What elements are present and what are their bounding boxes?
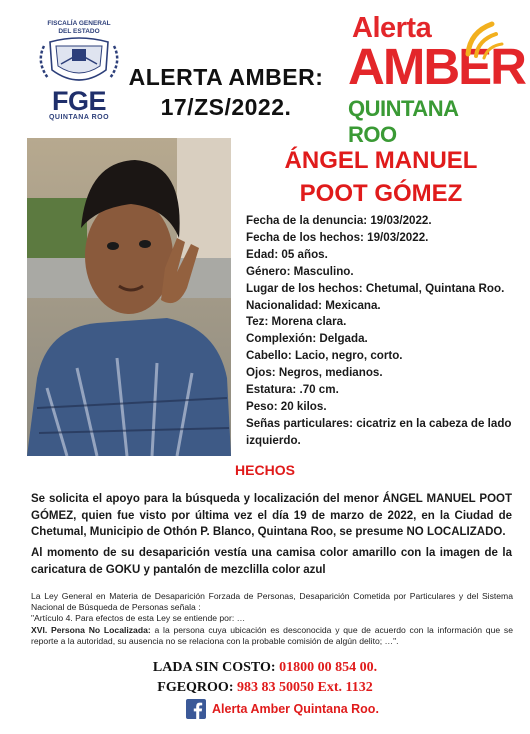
agency-name-line1: FISCALÍA GENERAL [47,20,111,27]
missing-person-name [250,144,512,210]
agency-acronym: FGE [51,86,106,116]
facebook-page-name: Alerta Amber Quintana Roo. [212,702,379,716]
detail-gender: Género: Masculino. [246,264,354,278]
child-portrait-image [27,138,231,456]
person-details [246,213,526,450]
alert-case-number: 17/ZS/2022. [160,94,292,120]
legal-notice-intro: La Ley General en Materia de Desaparición Forzada de Personas, Desaparición Cometida por Particulares y del Sistema Nacional de Búsqueda de Personas señala : [31,591,513,613]
legal-notice-article: "Artículo 4. Para efectos de esta Ley se entiende por: … [31,613,246,624]
alert-title-line1: ALERTA AMBER: [128,64,324,90]
fge-phone-number[interactable]: 983 83 50050 Ext. 1132 [237,680,373,695]
sun-burst-icon [462,14,508,60]
detail-location: Lugar de los hechos: Chetumal, Quintana Roo. [246,281,505,295]
detail-distinguishing-marks: Señas particulares: cicatriz en la cabeza de lado izquierdo. [246,416,512,447]
missing-person-photo [27,138,231,456]
legal-notice-definition [31,625,513,647]
alert-title [128,62,324,122]
facts-paragraph-clothing: Al momento de su desaparición vestía una camisa color amarillo con la imagen de la caricatura de GOKU y pantalón de mezclilla color azul [31,547,512,576]
fge-phone-label: FGEQROO: [157,680,234,695]
detail-age: Edad: 05 años. [246,247,328,261]
alerta-amber-logo [348,12,525,147]
brand-word-alerta: Alerta [352,12,432,44]
person-name-line1: ÁNGEL MANUEL [284,147,478,174]
contact-toll-free [0,660,530,676]
fge-logo [28,18,130,122]
detail-eyes: Ojos: Negros, medianos. [246,366,383,380]
detail-weight: Peso: 20 kilos. [246,399,327,413]
detail-report-date: Fecha de la denuncia: 19/03/2022. [246,214,432,227]
toll-free-label: LADA SIN COSTO: [152,660,276,675]
detail-build: Complexión: Delgada. [246,332,368,346]
detail-hair: Cabello: Lacio, negro, corto. [246,349,403,363]
brand-word-state: QUINTANA ROO [348,96,458,147]
facts-paragraph-search: Se solicita el apoyo para la búsqueda y localización del menor ÁNGEL MANUEL POOT GÓMEZ, quien fue visto por última vez el día 19 de marzo de 2022, en la Ciudad de Chetumal, Municipio de Othón P. Blanco, Quintana Roo, se presume NO LOCALIZADO. [31,493,512,538]
legal-definition-term: XVI. Persona No Localizada: [31,624,151,635]
agency-name-line2: DEL ESTADO [58,28,100,35]
agency-state: QUINTANA ROO [48,114,110,121]
contact-fge [0,680,530,696]
toll-free-number[interactable]: 01800 00 854 00. [279,660,378,675]
legal-definition-text: a la persona cuya ubicación es desconocida y que de acuerdo con la información que se reporte a la autoridad, su ausencia no se relaciona con la probable comisión de algún delito; …". [31,624,513,646]
facebook-icon [186,699,206,719]
detail-event-date: Fecha de los hechos: 19/03/2022. [246,230,429,244]
detail-height: Estatura: .70 cm. [246,383,339,397]
shield-icon [32,36,126,88]
legal-notice [31,591,513,647]
person-name-line2: POOT GÓMEZ [299,180,463,207]
detail-complexion-skin: Tez: Morena clara. [246,315,347,329]
brand-word-amber: AMBER [348,38,525,95]
facts-heading: HECHOS [235,462,295,478]
detail-nationality: Nacionalidad: Mexicana. [246,298,381,312]
